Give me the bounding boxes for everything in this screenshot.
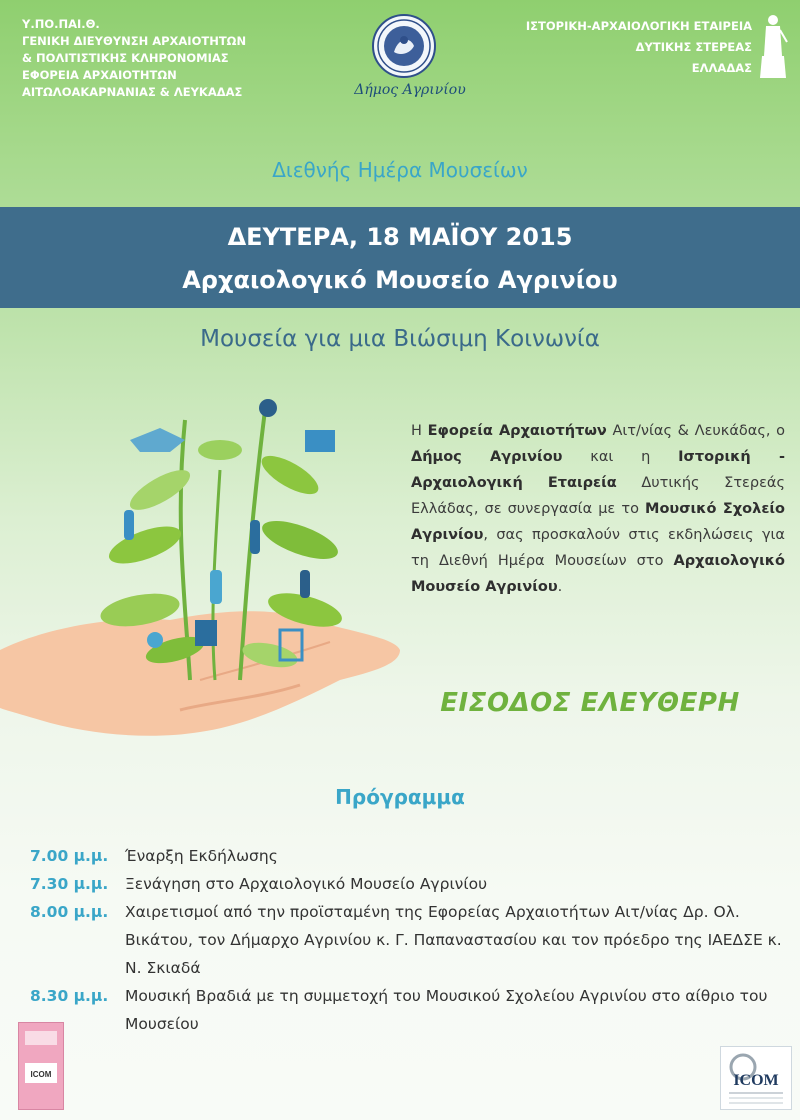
program-description: Έναρξη Εκδήλωσης <box>125 847 278 865</box>
museum-day-heading: Διεθνής Ημέρα Μουσείων <box>272 158 528 182</box>
program-title: Πρόγραμμα <box>335 785 465 809</box>
event-theme: Μουσεία για μια Βιώσιμη Κοινωνία <box>200 326 600 352</box>
invitation-text: και η <box>562 449 679 465</box>
statue-logo-icon <box>756 12 790 82</box>
program-item <box>30 870 790 898</box>
free-entry-notice: ΕΙΣΟΔΟΣ ΕΛΕΥΘΕΡΗ <box>440 688 740 718</box>
event-date: ΔΕΥΤΕΡΑ, 18 ΜΑΪΟΥ 2015 <box>227 223 573 251</box>
program-item <box>30 898 790 982</box>
invitation-text: Η <box>411 423 428 439</box>
program-time: 7.00 μ.μ. <box>30 847 109 865</box>
program-time: 8.00 μ.μ. <box>30 903 109 921</box>
invitation-text: , σας προσκαλούν στις εκδηλώσεις για τη Διεθνή Ημέρα Μουσείων στο <box>411 527 785 569</box>
icom-logo-text: ICOM <box>733 1072 779 1089</box>
invitation-bold-society: Ιστορική - Αρχαιολογική Εταιρεία <box>411 449 786 491</box>
museum-day-badge-logo <box>18 1022 64 1110</box>
invitation-bold-ephorate: Εφορεία Αρχαιοτήτων <box>427 423 607 439</box>
program-description: Χαιρετισμοί από την προϊσταμένη της Εφορείας Αρχαιοτήτων Αιτ/νίας Δρ. Ολ. Βικάτου, τον Δήμαρχο Αγρινίου κ. Γ. Παπαναστασίου και τον πρόεδρο της ΙΑΕΔΣΕ κ. Ν. Σκιαδά <box>125 903 782 977</box>
hand-with-plants-illustration <box>0 380 420 780</box>
org-line: & ΠΟΛΙΤΙΣΤΙΚΗΣ ΚΛΗΡΟΝΟΜΙΑΣ <box>22 51 229 65</box>
invitation-bold-municipality: Δήμος Αγρινίου <box>411 449 563 465</box>
invitation-text: Δυτικής Στερεάς Ελλάδας, σε συνεργασία με το <box>411 475 785 517</box>
org-line: ΑΙΤΩΛΟΑΚΑΡΝΑΝΙΑΣ & ΛΕΥΚΑΔΑΣ <box>22 85 243 99</box>
program-time: 8.30 μ.μ. <box>30 987 109 1005</box>
program-item <box>30 842 790 870</box>
header-right-society <box>526 16 752 79</box>
org-line: Υ.ΠΟ.ΠΑΙ.Θ. <box>22 17 100 31</box>
header-left-organization <box>22 16 246 101</box>
municipality-name: Δήμος Αγρινίου <box>354 82 466 98</box>
badge-text: ICOM <box>30 1070 52 1079</box>
org-line: ΕΦΟΡΕΙΑ ΑΡΧΑΙΟΤΗΤΩΝ <box>22 68 177 82</box>
invitation-bold-music-school: Μουσικό Σχολείο Αγρινίου <box>411 501 785 543</box>
org-line: ΓΕΝΙΚΗ ΔΙΕΥΘΥΝΣΗ ΑΡΧΑΙΟΤΗΤΩΝ <box>22 34 247 48</box>
invitation-paragraph <box>411 418 785 600</box>
society-line: ΕΛΛΑΔΑΣ <box>691 61 752 75</box>
invitation-text: Αιτ/νίας & Λευκάδας, ο <box>606 423 786 439</box>
society-line: ΙΣΤΟΡΙΚΗ-ΑΡΧΑΙΟΛΟΓΙΚΗ ΕΤΑΙΡΕΙΑ <box>525 19 752 33</box>
invitation-text: . <box>557 579 563 595</box>
program-list <box>30 842 790 1038</box>
program-description: Μουσική Βραδιά με τη συμμετοχή του Μουσικού Σχολείου Αγρινίου στο αίθριο του Μουσείου <box>125 987 768 1033</box>
society-line: ΔΥΤΙΚΗΣ ΣΤΕΡΕΑΣ <box>635 40 752 54</box>
event-venue: Αρχαιολογικό Μουσείο Αγρινίου <box>182 266 618 294</box>
invitation-bold-museum: Αρχαιολογικό Μουσείο Αγρινίου <box>411 553 785 595</box>
municipality-seal-icon <box>372 14 436 78</box>
icom-logo <box>720 1046 792 1110</box>
program-item <box>30 982 790 1038</box>
program-description: Ξενάγηση στο Αρχαιολογικό Μουσείο Αγρινίου <box>125 875 488 893</box>
program-time: 7.30 μ.μ. <box>30 875 109 893</box>
